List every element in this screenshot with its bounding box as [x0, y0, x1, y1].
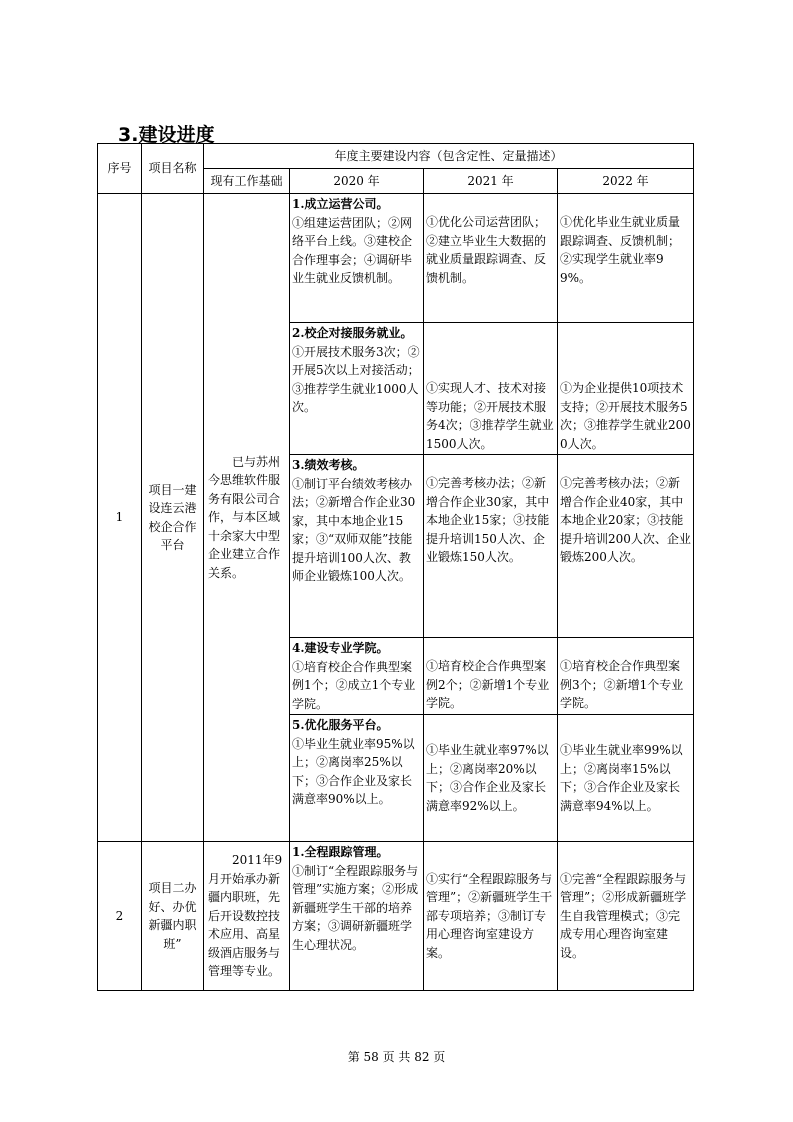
task-title: 1.全程跟踪管理。	[292, 845, 389, 859]
task-2021	[424, 455, 558, 638]
task-2020	[290, 638, 424, 715]
project-no: 1	[98, 194, 142, 842]
header-no: 序号	[98, 144, 142, 194]
task-text: ①毕业生就业率99%以上；②离岗率15%以下；③合作企业及家长满意率94%以上。	[560, 743, 683, 813]
task-text: ①完善“全程跟踪服务与管理”；②形成新疆班学生自我管理模式；③完成专用心理咨询室建设。	[560, 871, 687, 960]
task-2020	[290, 715, 424, 842]
project-basis	[204, 842, 290, 991]
table-row	[98, 842, 694, 991]
task-2022	[558, 455, 694, 638]
page-footer: 第 58 页 共 82 页	[347, 1050, 446, 1064]
task-text: ①毕业生就业率95%以上；②离岗率25%以下；③合作企业及家长满意率90%以上。	[292, 736, 415, 806]
task-text: ①优化公司运营团队；②建立毕业生大数据的就业质量跟踪调查、反馈机制。	[426, 215, 547, 285]
task-text: ①开展技术服务3次；②开展5次以上对接活动；③推荐学生就业1000人次。	[292, 344, 420, 414]
basis-text: 2011年9月开始承办新疆内职班，先后开设数控技术应用、高星级酒店服务与管理等专业。	[208, 853, 283, 979]
task-2020	[290, 455, 424, 638]
project-no: 2	[98, 842, 142, 991]
header-basis: 现有工作基础	[204, 169, 290, 194]
task-2022	[558, 194, 694, 323]
header-row-1	[98, 144, 694, 169]
task-text: ①制订“全程跟踪服务与管理”实施方案；②形成新疆班学生干部的培养方案；③调研新疆班学生心理状况。	[292, 863, 419, 952]
spacer	[560, 456, 691, 474]
task-text: ①为企业提供10项技术支持；②开展技术服务5次；③推荐学生就业2000人次。	[560, 381, 691, 451]
project-name: 项目二办好、办优新疆内职班”	[142, 842, 204, 991]
header-2020: 2020 年	[290, 169, 424, 194]
progress-table	[97, 143, 694, 991]
spacer	[426, 639, 555, 657]
task-title: 3.绩效考核。	[292, 458, 365, 472]
task-text: ①实行“全程跟踪服务与管理”；②新疆班学生干部专项培养；③制订专用心理咨询室建设方案。	[426, 871, 553, 960]
task-text: ①组建运营团队；②网络平台上线。③建校企合作理事会；④调研毕业生就业反馈机制。	[292, 215, 413, 285]
task-text: ①完善考核办法；②新增合作企业30家，其中本地企业15家；③技能提升培训150人次、企业锻炼150人次。	[426, 476, 550, 564]
task-2020	[290, 842, 424, 991]
task-text: ①毕业生就业率97%以上；②离岗率20%以下；③合作企业及家长满意率92%以上。	[426, 743, 549, 813]
task-title: 2.校企对接服务就业。	[292, 326, 413, 340]
task-2020	[290, 194, 424, 323]
header-name: 项目名称	[142, 144, 204, 194]
table-row	[98, 194, 694, 323]
basis-text: 已与苏州今思维软件服务有限公司合作，与本区域十余家大中型企业建立合作关系。	[208, 454, 281, 580]
task-text: ①培育校企合作典型案例3个；②新增1个专业学院。	[560, 659, 684, 710]
task-text: ①培育校企合作典型案例1个；②成立1个专业学院。	[292, 659, 416, 711]
task-2021	[424, 715, 558, 842]
project-basis	[204, 194, 290, 842]
header-annual: 年度主要建设内容（包含定性、定量描述）	[204, 144, 694, 169]
task-2020	[290, 323, 424, 455]
header-2022: 2022 年	[558, 169, 694, 194]
task-2021	[424, 638, 558, 715]
task-2022	[558, 638, 694, 715]
task-2022	[558, 323, 694, 455]
task-title: 5.优化服务平台。	[292, 718, 389, 732]
task-text: ①完善考核办法；②新增合作企业40家，其中本地企业20家；③技能提升培训200人次、企业锻炼200人次。	[560, 476, 691, 564]
spacer	[426, 456, 555, 474]
spacer	[560, 195, 691, 213]
task-title: 4.建设专业学院。	[292, 641, 389, 655]
header-2021: 2021 年	[424, 169, 558, 194]
project-name: 项目一建设连云港校企合作平台	[142, 194, 204, 842]
task-2021	[424, 323, 558, 455]
task-text: ①培育校企合作典型案例2个；②新增1个专业学院。	[426, 659, 550, 710]
task-2022	[558, 715, 694, 842]
task-2021	[424, 194, 558, 323]
spacer	[426, 195, 555, 213]
task-text: ①制订平台绩效考核办法；②新增合作企业30家，其中本地企业15家；③“双师双能”技能提升培训100人次、教师企业锻炼100人次。	[292, 476, 416, 583]
task-text: ①优化毕业生就业质量跟踪调查、反馈机制；②实现学生就业率99%。	[560, 215, 681, 285]
task-text: ①实现人才、技术对接等功能；②开展技术服务4次；③推荐学生就业1500人次。	[426, 381, 554, 451]
task-2022	[558, 842, 694, 991]
task-title: 1.成立运营公司。	[292, 197, 389, 211]
spacer	[560, 639, 691, 657]
task-2021	[424, 842, 558, 991]
section-title: 3.建设进度	[118, 124, 215, 146]
